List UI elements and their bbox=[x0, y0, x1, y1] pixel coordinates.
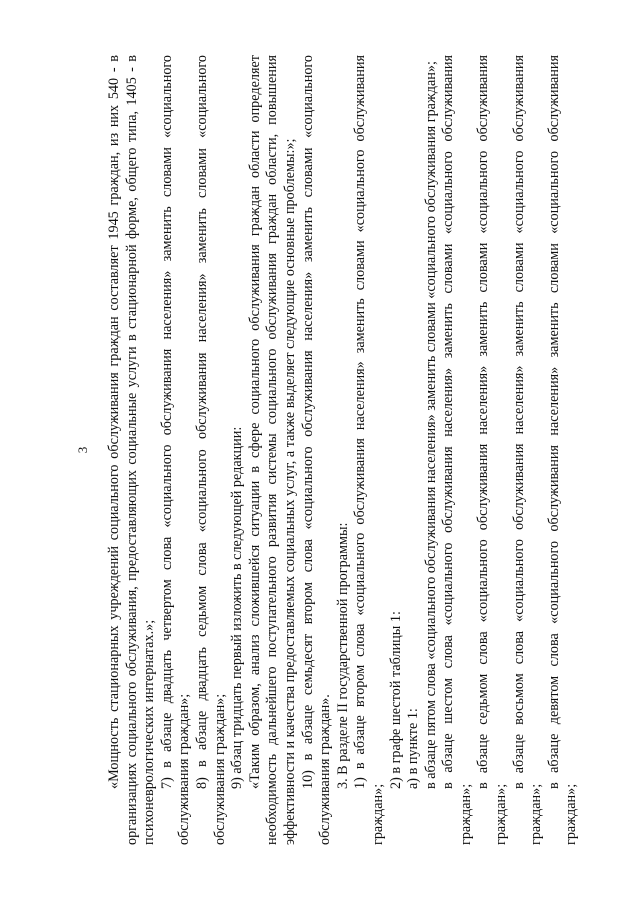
paragraph-item-8: 8) в абзаце двадцать седьмом слова «социального обслуживания населения» заменить словами «социального обслуживания граждан»; bbox=[193, 55, 228, 845]
list-item-paragraph-8: в абзаце восьмом слова «социального обслуживания населения» заменить словами «социального обслуживания граждан»; bbox=[510, 55, 545, 845]
paragraph-subitem-2: 2) в графе шестой таблицы 1: bbox=[387, 611, 404, 789]
page-number: 3 bbox=[75, 446, 90, 454]
list-item-paragraph-5: в абзаце пятом слова «социального обслуживания населения» заменить словами «социального обслуживания граждан»; bbox=[422, 61, 439, 789]
paragraph-capacity: «Мощность стационарных учреждений социального обслуживания граждан составляет 1945 граждан, из них 540 - в организациях социального обслуживания, предоставляющих социальные услуги в стационарной форме, общего типа, 1405 - в психоневрологических интернатах.»; bbox=[106, 55, 158, 845]
paragraph-item-7: 7) в абзаце двадцать четвертом слова «социального обслуживания населения» заменить словами «социального обслуживания граждан»; bbox=[158, 55, 193, 845]
paragraph-quote-analysis: «Таким образом, анализ сложившейся ситуации в сфере социального обслуживания граждан области определяет необходимость дальнейшего поступательного развития системы социального обслуживания граждан области, повышения эффективности и качества предоставляемых социальных услуг, а также выделяет следующие основные проблемы:»; bbox=[246, 55, 298, 845]
paragraph-subitem-a: а) в пункте 1: bbox=[405, 708, 422, 789]
paragraph-subitem-1: 1) в абзаце втором слова «социального обслуживания населения» заменить словами «социального обслуживания граждан»; bbox=[352, 55, 386, 845]
list-item-paragraph-7: в абзаце седьмом слова «социального обслуживания населения» заменить словами «социального обслуживания граждан»; bbox=[475, 55, 510, 845]
paragraph-item-9: 9) абзац тридцать первый изложить в следующей редакции: bbox=[229, 426, 246, 789]
rotated-document-body bbox=[70, 55, 580, 845]
list-item-paragraph-6: в абзаце шестом слова «социального обслуживания населения» заменить словами «социального обслуживания граждан»; bbox=[440, 55, 474, 845]
paragraph-item-10: 10) в абзаце семьдесят втором слова «социального обслуживания населения» заменить словами «социального обслуживания граждан». bbox=[299, 55, 334, 845]
list-item-paragraph-9: в абзаце девятом слова «социального обслуживания населения» заменить словами «социального обслуживания граждан»; bbox=[545, 55, 580, 845]
paragraph-section-3: 3. В разделе II государственной программы: bbox=[334, 522, 351, 789]
